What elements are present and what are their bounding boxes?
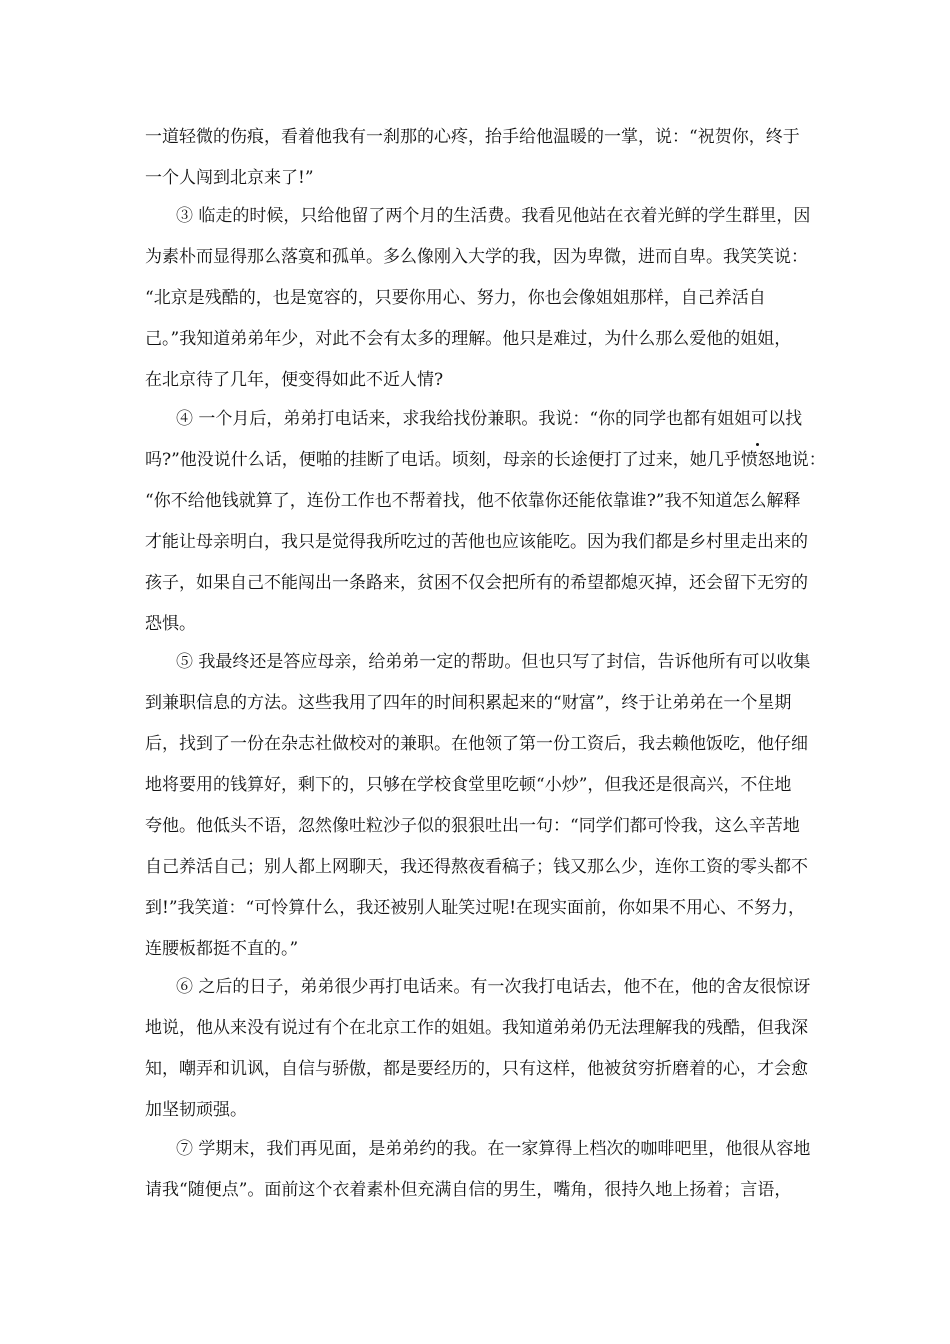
text-line: 夸他。他低头不语，忽然像吐粒沙子似的狠狠吐出一句：“同学们都可怜我，这么辛苦地: [145, 816, 800, 836]
text-line: 一道轻微的伤痕，看着他我有一刹那的心疼，抬手给他温暖的一掌，说：“祝贺你，终于: [145, 127, 800, 147]
text-line: 知，嘲弄和讥讽，自信与骄傲，都是要经历的，只有这样，他被贫穷折磨着的心，才会愈: [145, 1059, 808, 1079]
emphasized-word: 愤怒: [740, 450, 775, 470]
text-line: 请我“随便点”。面前这个衣着素朴但充满自信的男生，嘴角，很持久地上扬着；言语，: [145, 1180, 792, 1200]
text-line: 一个人闯到北京来了!”: [145, 168, 314, 188]
text-line: 到!”我笑道：“可怜算什么，我还被别人耻笑过呢!在现实面前，你如果不用心、不努力，: [145, 898, 806, 918]
paragraph-4-line: ④ 一个月后，弟弟打电话来，求我给找份兼职。我说：“你的同学也都有姐姐可以找: [176, 409, 803, 429]
text-segment: 地说：: [774, 450, 826, 470]
paragraph-6-line: ⑥ 之后的日子，弟弟很少再打电话来。有一次我打电话去，他不在，他的舍友很惊讶: [176, 977, 811, 997]
paragraph-5-line: ⑤ 我最终还是答应母亲，给弟弟一定的帮助。但也只写了封信，告诉他所有可以收集: [176, 652, 811, 672]
text-line: “北京是残酷的，也是宽容的，只要你用心、努力，你也会像姐姐那样，自己养活自: [145, 288, 766, 308]
text-line: 连腰板都挺不直的。”: [145, 939, 299, 959]
text-line: “你不给他钱就算了，连份工作也不帮着找，他不依靠你还能依靠谁?”我不知道怎么解释: [145, 491, 801, 511]
text-segment: 吗?”他没说什么话，便啪的挂断了电话。顷刻，母亲的长途便打了过来，她几乎: [145, 450, 741, 470]
text-line: 后，找到了一份在杂志社做校对的兼职。在他领了第一份工资后，我去赖他饭吃，他仔细: [145, 734, 808, 754]
text-line: 地说，他从来没有说过有个在北京工作的姐姐。我知道弟弟仍无法理解我的残酷，但我深: [145, 1018, 808, 1038]
paragraph-7-line: ⑦ 学期末，我们再见面，是弟弟约的我。在一家算得上档次的咖啡吧里，他很从容地: [176, 1139, 811, 1159]
text-line: 己。”我知道弟弟年少，对此不会有太多的理解。他只是难过，为什么那么爱他的姐姐，: [145, 329, 792, 349]
text-line: 到兼职信息的方法。这些我用了四年的时间积累起来的“财富”，终于让弟弟在一个星期: [145, 693, 792, 713]
paragraph-3-line: ③ 临走的时候，只给他留了两个月的生活费。我看见他站在衣着光鲜的学生群里，因: [176, 206, 811, 226]
text-line: 孩子，如果自己不能闯出一条路来，贫困不仅会把所有的希望都熄灭掉，还会留下无穷的: [145, 573, 808, 593]
text-line: [145, 445, 825, 475]
text-line: 加坚韧顽强。: [145, 1100, 247, 1120]
text-line: 才能让母亲明白，我只是觉得我所吃过的苦他也应该能吃。因为我们都是乡村里走出来的: [145, 532, 808, 552]
text-line: 为素朴而显得那么落寞和孤单。多么像刚入大学的我，因为卑微，进而自卑。我笑笑说：: [145, 247, 808, 267]
text-line: 恐惧。: [145, 614, 196, 634]
text-line: 自己养活自己；别人都上网聊天，我还得熬夜看稿子；钱又那么少，连你工资的零头都不: [145, 857, 808, 877]
text-line: 在北京待了几年，便变得如此不近人情?: [145, 370, 444, 390]
text-line: 地将要用的钱算好，剩下的，只够在学校食堂里吃顿“小炒”，但我还是很高兴，不住地: [145, 775, 792, 795]
